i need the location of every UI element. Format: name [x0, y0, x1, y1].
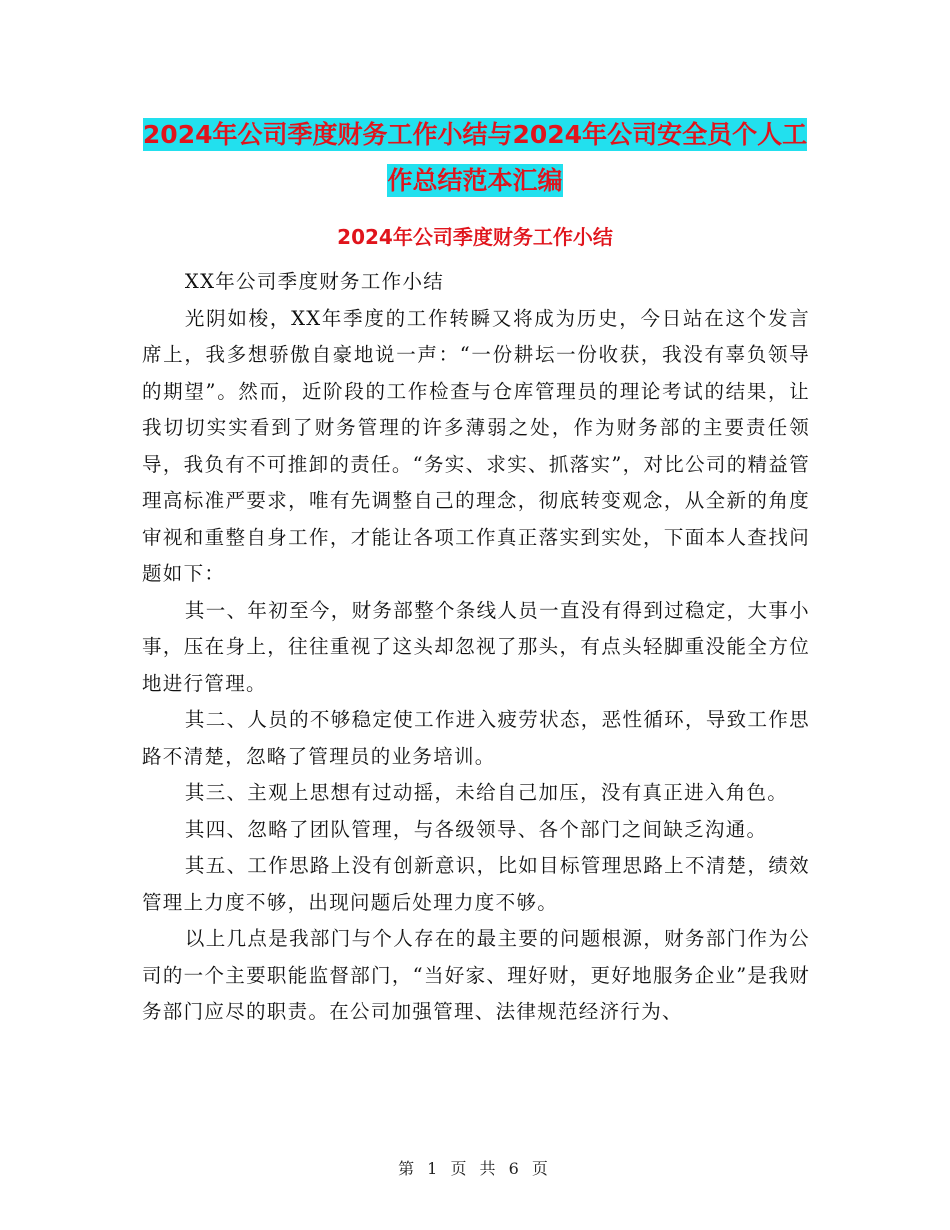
document-title: [140, 112, 810, 204]
document-title-text: 2024年公司季度财务工作小结与2024年公司安全员个人工作总结范本汇编: [142, 120, 808, 195]
document-body: [142, 264, 810, 1031]
section-title: 2024年公司季度财务工作小结: [337, 225, 613, 249]
paragraph: 其三、主观上思想有过动摇，未给自己加压，没有真正进入角色。: [184, 781, 789, 804]
paragraph: 光阴如梭，XX年季度的工作转瞬又将成为历史，今日站在这个发言席上，我多想骄傲自豪地说一声：“一份耕坛一份收获，我没有辜负领导的期望”。然而，近阶段的工作检查与仓库管理员的理论考试的结果，让我切切实实看到了财务管理的许多薄弱之处，作为财务部的主要责任领导，我负有不可推卸的责任。“务实、求实、抓落实”，对比公司的精益管理高标准严要求，唯有先调整自己的理念，彻底转变观念，从全新的角度审视和重整自身工作，才能让各项工作真正落实到实处，下面本人查找问题如下：: [142, 306, 810, 585]
paragraph: 其四、忽略了团队管理，与各级领导、各个部门之间缺乏沟通。: [184, 817, 768, 841]
paragraph: XX年公司季度财务工作小结: [184, 270, 445, 293]
paragraph: 其二、人员的不够稳定使工作进入疲劳状态，恶性循环，导致工作思路不清楚，忽略了管理员的业务培训。: [142, 708, 810, 768]
paragraph: 以上几点是我部门与个人存在的最主要的问题根源，财务部门作为公司的一个主要职能监督部门，“当好家、理好财，更好地服务企业”是我财务部门应尽的职责。在公司加强管理、法律规范经济行为、: [142, 927, 810, 1023]
page-footer: 第 1 页 共 6 页: [398, 1159, 552, 1178]
paragraph: 其五、工作思路上没有创新意识，比如目标管理思路上不清楚，绩效管理上力度不够，出现问题后处理力度不够。: [142, 854, 810, 914]
paragraph: 其一、年初至今，财务部整个条线人员一直没有得到过稳定，大事小事，压在身上，往往重视了这头却忽视了那头，有点头轻脚重没能全方位地进行管理。: [142, 598, 810, 695]
